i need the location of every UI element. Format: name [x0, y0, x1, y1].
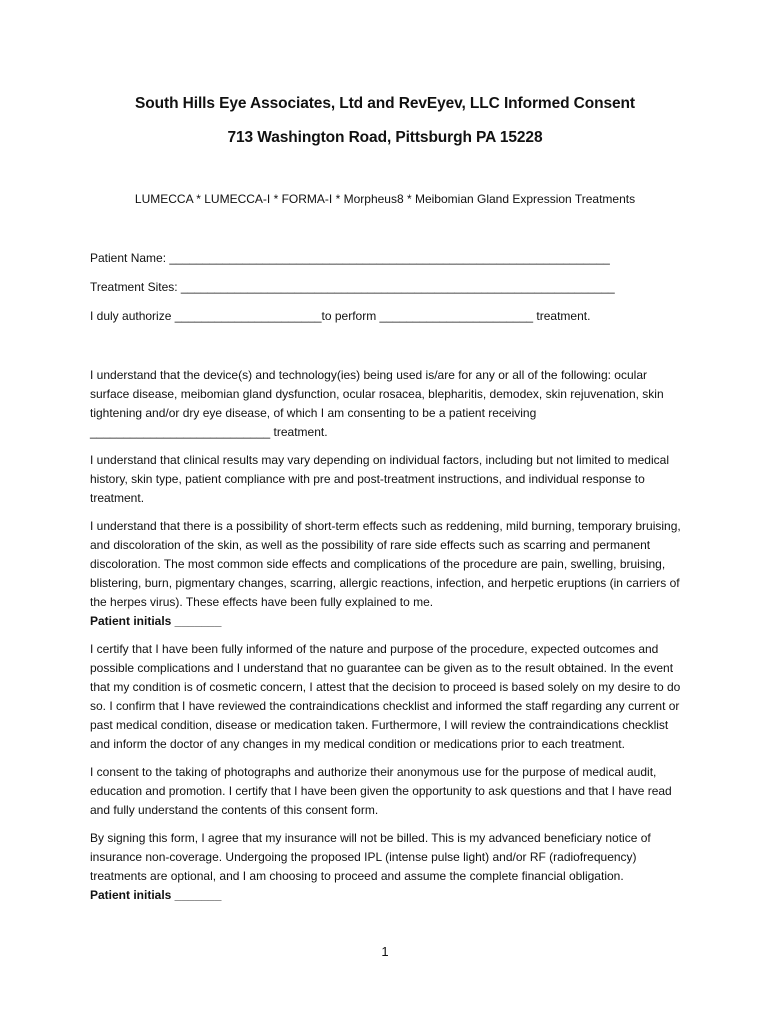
page-number: 1: [381, 944, 389, 959]
document-title: South Hills Eye Associates, Ltd and RevEyev, LLC Informed Consent: [135, 95, 635, 112]
paragraph-certification: I certify that I have been fully informed of the nature and purpose of the procedure, expected outcomes and possible complications and I understand that no guarantee can be given as to the result obtained. In the event that my condition is of cosmetic concern, I attest that the decision to proceed is based solely on my desire to do so. I confirm that I have reviewed the contraindications checklist and informed the staff regarding any current or past medical condition, disease or medication taken. Furthermore, I will review the contraindications checklist and inform the doctor of any changes in my medical condition or medications prior to each treatment.: [90, 642, 681, 751]
side-effects-text: I understand that there is a possibility of short-term effects such as reddening, mild burning, temporary bruising, and discoloration of the skin, as well as the possibility of rare side effects such as scarring and permanent discoloration. The most common side effects and complications of the procedure are pain, swelling, bruising, blistering, burn, pigmentary changes, scarring, allergic reactions, infection, and herpetic eruptions (in carriers of the herpes virus). These effects have been fully explained to me.: [90, 519, 681, 609]
authorize-field[interactable]: I duly authorize ______________________to perform _______________________ treatment.: [90, 309, 591, 323]
paragraph-side-effects: [90, 517, 684, 631]
insurance-notice-text: By signing this form, I agree that my insurance will not be billed. This is my advanced beneficiary notice of insurance non-coverage. Undergoing the proposed IPL (intense pulse light) and/or RF (radiofrequency) treatments are optional, and I am choosing to proceed and assume the complete financial obligation.: [90, 831, 651, 883]
patient-name-field[interactable]: Patient Name: __________________________________________________________________: [90, 251, 610, 265]
paragraph-photo-consent: I consent to the taking of photographs and authorize their anonymous use for the purpose of medical audit, education and promotion. I certify that I have been given the opportunity to ask questions and that I have read and fully understand the contents of this consent form.: [90, 765, 672, 817]
paragraph-insurance-notice: [90, 829, 684, 905]
paragraph-results-vary: I understand that clinical results may vary depending on individual factors, including but not limited to medical history, skin type, patient compliance with pre and post-treatment instructions, and individual response to treatment.: [90, 453, 669, 505]
consent-body: [90, 366, 684, 914]
clinic-address: 713 Washington Road, Pittsburgh PA 15228: [227, 129, 543, 146]
patient-initials-field-2[interactable]: Patient initials _______: [90, 888, 222, 902]
patient-initials-field-1[interactable]: Patient initials _______: [90, 614, 222, 628]
treatment-sites-field[interactable]: Treatment Sites: _________________________________________________________________: [90, 280, 615, 294]
paragraph-device-use: I understand that the device(s) and technology(ies) being used is/are for any or all of the following: ocular surface disease, meibomian gland dysfunction, ocular rosacea, blepharitis, demodex, skin rejuvenation, skin tightening and/or dry eye disease, of which I am consenting to be a patient receiving ___________________________ treatment.: [90, 368, 664, 439]
treatments-list: LUMECCA * LUMECCA-I * FORMA-I * Morpheus8 * Meibomian Gland Expression Treatments: [134, 192, 636, 206]
